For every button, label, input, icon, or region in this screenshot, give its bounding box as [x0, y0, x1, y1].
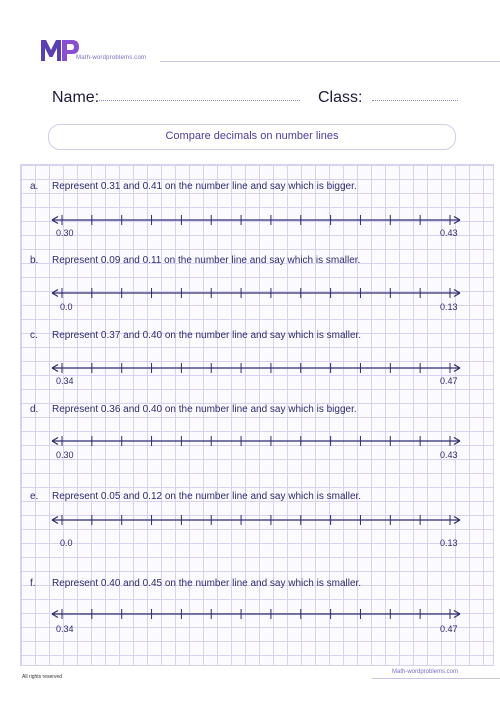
rights-notice: All rights reserved [22, 674, 63, 680]
number-line-end-label: 0.43 [440, 450, 458, 460]
number-line [46, 283, 466, 303]
question-letter: a. [30, 181, 39, 192]
question-text: Represent 0.37 and 0.40 on the number line and say which is smaller. [52, 330, 362, 341]
question-text: Represent 0.40 and 0.45 on the number line and say which is smaller. [52, 578, 362, 589]
number-line [46, 431, 466, 451]
question-letter: b. [30, 255, 39, 266]
question-letter: f. [30, 578, 36, 589]
question-letter: e. [30, 491, 39, 502]
number-line-start-label: 0.34 [56, 376, 74, 386]
grid-background [20, 164, 494, 666]
name-label: Name: [52, 89, 100, 106]
number-line-end-label: 0.47 [440, 624, 458, 634]
site-name-header: Math-wordproblems.com [76, 55, 147, 61]
number-line-start-label: 0.34 [56, 624, 74, 634]
name-field[interactable] [96, 100, 300, 101]
class-label: Class: [318, 89, 363, 106]
worksheet-title: Compare decimals on number lines [165, 130, 339, 142]
number-line-start-label: 0.0 [60, 302, 73, 312]
class-field[interactable] [372, 100, 458, 101]
question-text: Represent 0.09 and 0.11 on the number line and say which is smaller. [52, 255, 361, 266]
site-name-footer: Math-wordproblems.com [392, 669, 459, 675]
number-line-end-label: 0.13 [440, 538, 458, 548]
question-text: Represent 0.36 and 0.40 on the number line and say which is bigger. [52, 404, 357, 415]
footer-divider [372, 678, 500, 679]
number-line-end-label: 0.43 [440, 228, 458, 238]
number-line [46, 510, 466, 530]
number-line-start-label: 0.30 [56, 450, 74, 460]
question-letter: d. [30, 404, 39, 415]
number-line [46, 604, 466, 624]
question-text: Represent 0.31 and 0.41 on the number line and say which is bigger. [52, 181, 357, 192]
question-letter: c. [30, 330, 38, 341]
number-line [46, 358, 466, 378]
number-line-end-label: 0.47 [440, 376, 458, 386]
brand-logo [40, 38, 80, 62]
number-line-end-label: 0.13 [440, 302, 458, 312]
number-line-start-label: 0.30 [56, 228, 74, 238]
number-line-start-label: 0.0 [60, 538, 73, 548]
number-line [46, 210, 466, 230]
question-text: Represent 0.05 and 0.12 on the number line and say which is smaller. [52, 491, 362, 502]
header-divider [160, 61, 500, 62]
